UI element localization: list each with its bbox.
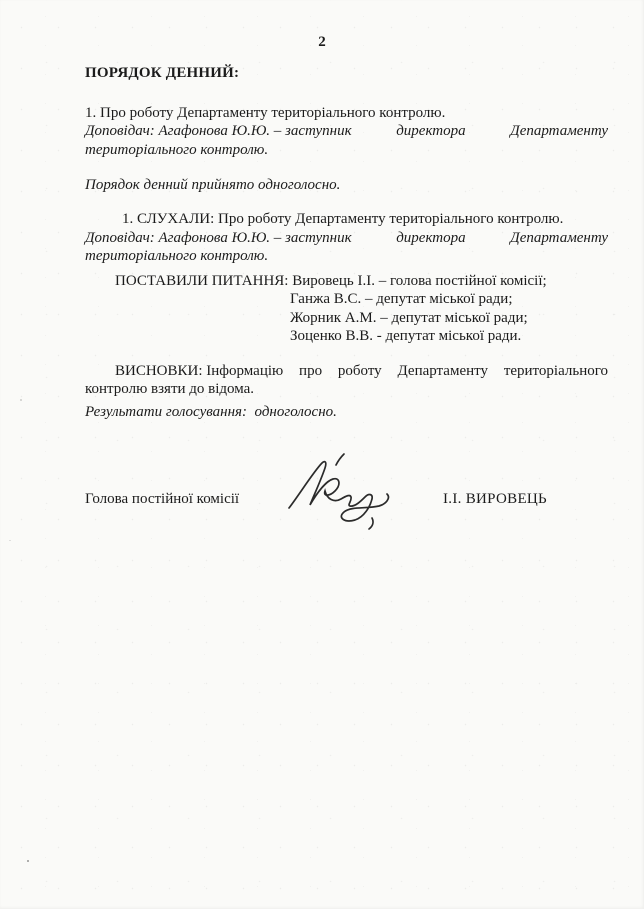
heard-title: 1. СЛУХАЛИ: Про роботу Департаменту територіального контролю. xyxy=(122,211,564,227)
agenda-item-1-speaker-line2: територіального контролю. xyxy=(85,142,269,158)
agenda-item-1-speaker-line1 xyxy=(85,122,608,140)
conclusions-line1 xyxy=(115,362,608,380)
conclusions-block xyxy=(85,362,608,399)
voting-result: Результати голосування: одноголосно. xyxy=(85,404,337,420)
speaker-segment: директора xyxy=(396,230,466,246)
agenda-item-1-title: 1. Про роботу Департаменту територіального контролю. xyxy=(85,105,446,121)
speaker-segment: Департаменту xyxy=(510,230,608,246)
signature-role-label: Голова постійної комісії xyxy=(85,491,240,507)
conclusion-segment: ВИСНОВКИ: Інформацію xyxy=(115,363,284,379)
scan-speckle xyxy=(9,540,11,541)
agenda-heading: ПОРЯДОК ДЕННИЙ: xyxy=(85,65,240,81)
heard-speaker-line2: територіального контролю. xyxy=(85,248,269,264)
scan-speckle xyxy=(20,399,22,401)
speaker-segment: Доповідач: Агафонова Ю.Ю. – заступник xyxy=(85,123,352,139)
questions-line xyxy=(85,272,608,290)
conclusion-segment: територіального xyxy=(503,363,608,379)
question-entry: Жорник А.М. – депутат міської ради; xyxy=(290,309,528,326)
speaker-segment: директора xyxy=(396,123,466,139)
conclusion-segment: про xyxy=(299,363,323,379)
question-entry: Ганжа В.С. – депутат міської ради; xyxy=(290,291,513,308)
conclusion-segment: Департаменту xyxy=(397,363,488,379)
questions-label: ПОСТАВИЛИ ПИТАННЯ: xyxy=(115,273,289,289)
agenda-adopted-note: Порядок денний прийнято одноголосно. xyxy=(85,177,341,193)
heard-speaker-line1 xyxy=(85,229,608,247)
conclusions-line2: контролю взяти до відома. xyxy=(85,381,255,398)
question-entry: Вировець І.І. – голова постійної комісії; xyxy=(292,273,547,289)
scan-speckle xyxy=(27,860,29,862)
questions-block xyxy=(85,272,608,345)
page-number: 2 xyxy=(318,34,326,50)
speaker-segment: Доповідач: Агафонова Ю.Ю. – заступник xyxy=(85,230,352,246)
signature-name: І.І. ВИРОВЕЦЬ xyxy=(443,491,547,507)
speaker-segment: Департаменту xyxy=(510,123,608,139)
handwritten-signature-icon xyxy=(283,450,401,534)
agenda-item-1 xyxy=(85,104,608,122)
conclusion-segment: роботу xyxy=(337,363,382,379)
question-entry: Зоценко В.В. - депутат міської ради. xyxy=(290,327,522,344)
